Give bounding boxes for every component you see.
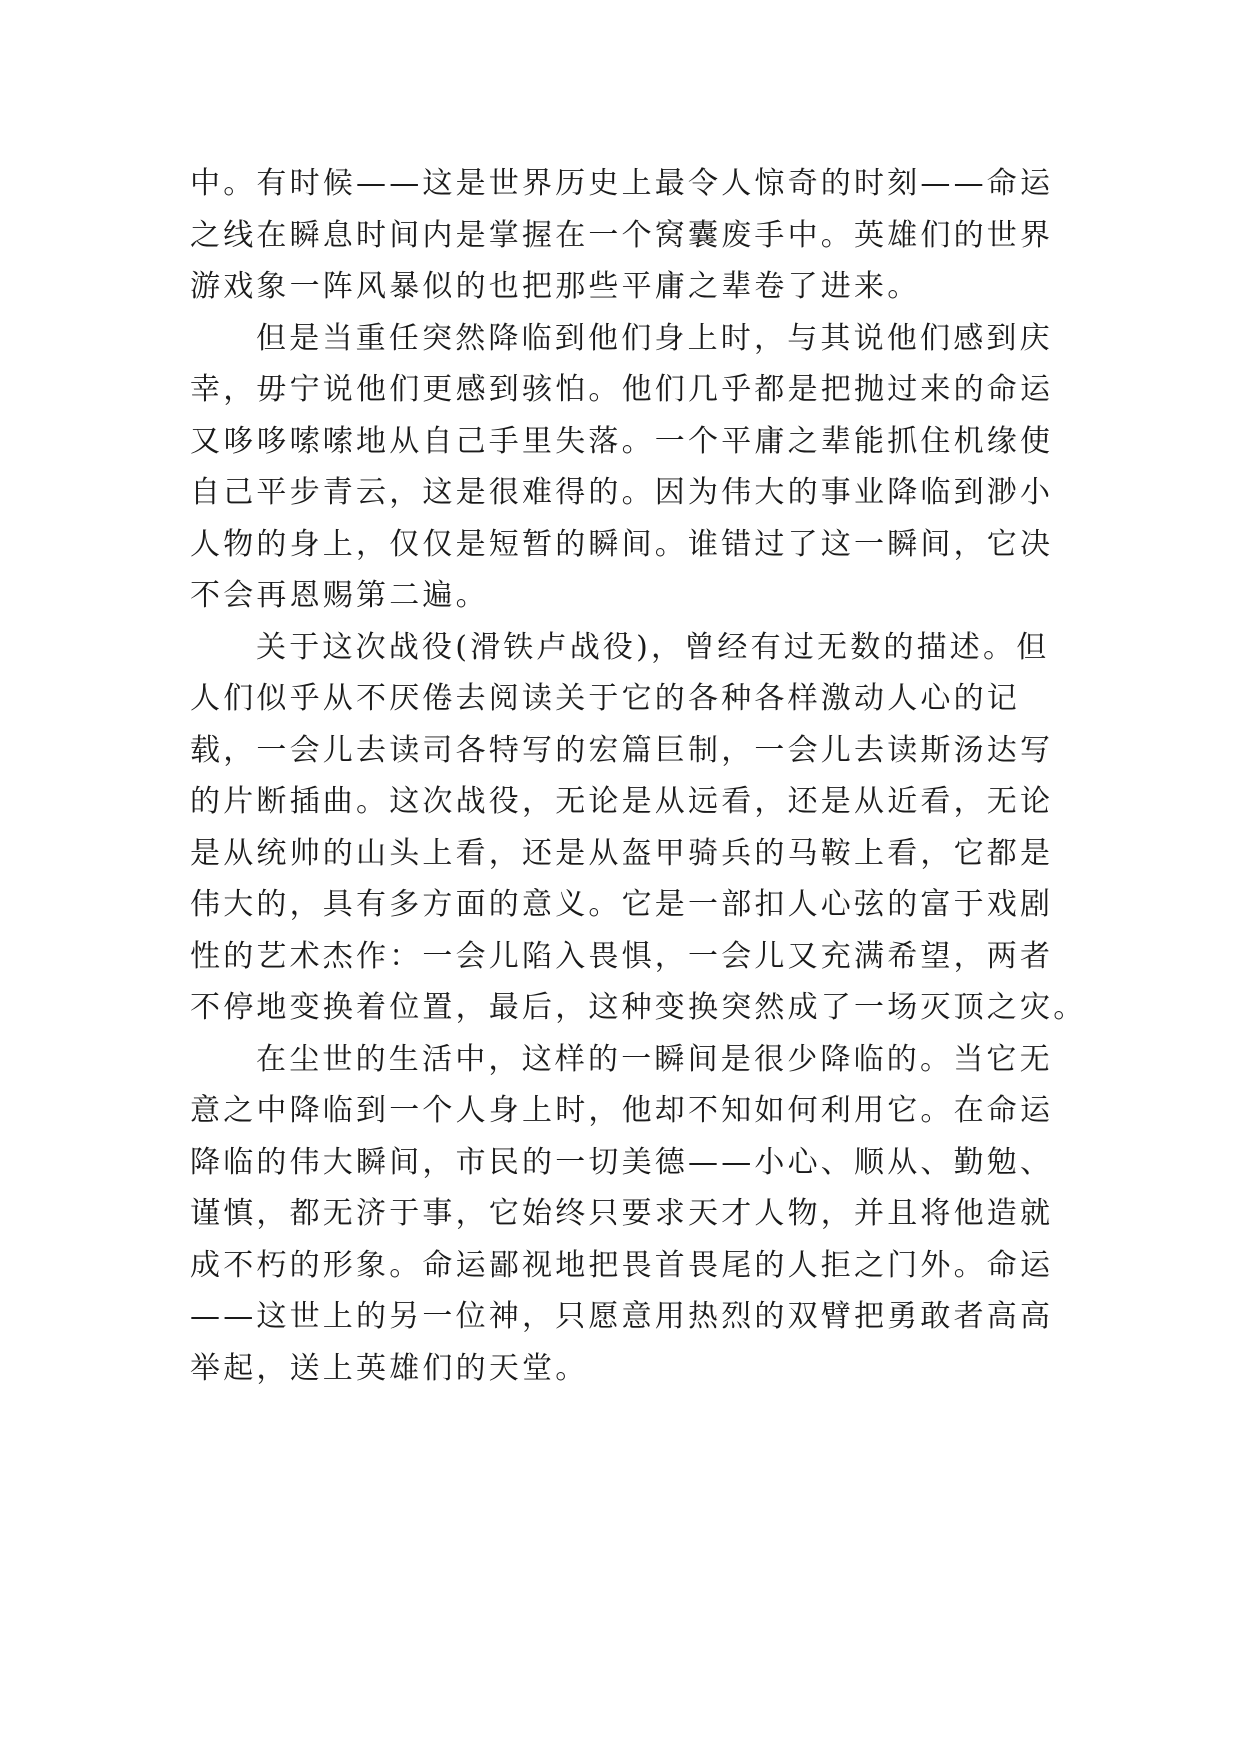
text-line: 人们似乎从不厌倦去阅读关于它的各种各样激动人心的记 xyxy=(190,681,1020,716)
text-line: ——这世上的另一位神，只愿意用热烈的双臂把勇敢者高高 xyxy=(190,1299,1054,1334)
text-line: 不停地变换着位置，最后，这种变换突然成了一场灭顶之灾。 xyxy=(190,990,1087,1025)
text-line: 伟大的，具有多方面的意义。它是一部扣人心弦的富于戏剧 xyxy=(190,887,1054,922)
text-line: 意之中降临到一个人身上时，他却不知如何利用它。在命运 xyxy=(190,1093,1054,1128)
text-line: 举起，送上英雄们的天堂。 xyxy=(190,1350,589,1386)
text-line: 谨慎，都无济于事，它始终只要求天才人物，并且将他造就 xyxy=(190,1196,1054,1231)
text-line: 幸，毋宁说他们更感到骇怕。他们几乎都是把抛过来的命运 xyxy=(190,372,1054,407)
text-line: 自己平步青云，这是很难得的。因为伟大的事业降临到渺小 xyxy=(190,475,1054,510)
text-line: 降临的伟大瞬间，市民的一切美德——小心、顺从、勤勉、 xyxy=(190,1144,1054,1180)
text-line: 游戏象一阵风暴似的也把那些平庸之辈卷了进来。 xyxy=(190,269,921,304)
text-line: 是从统帅的山头上看，还是从盔甲骑兵的马鞍上看，它都是 xyxy=(190,835,1054,871)
text-line: 人物的身上，仅仅是短暂的瞬间。谁错过了这一瞬间，它决 xyxy=(190,526,1054,562)
text-line: 不会再恩赐第二遍。 xyxy=(190,578,489,613)
text-line: 性的艺术杰作：一会儿陷入畏惧，一会儿又充满希望，两者 xyxy=(190,938,1054,974)
paragraph-first-line: 关于这次战役(滑铁卢战役)，曾经有过无数的描述。但 xyxy=(256,629,1050,665)
text-line: 又哆哆嗦嗦地从自己手里失落。一个平庸之辈能抓住机缘使 xyxy=(190,423,1054,459)
text-line: 成不朽的形象。命运鄙视地把畏首畏尾的人拒之门外。命运 xyxy=(190,1247,1054,1283)
paragraph-first-line: 在尘世的生活中，这样的一瞬间是很少降临的。当它无 xyxy=(256,1041,1053,1077)
text-line: 的片断插曲。这次战役，无论是从远看，还是从近看，无论 xyxy=(190,784,1054,819)
body-text xyxy=(190,158,1087,1394)
text-line: 载，一会儿去读司各特写的宏篇巨制，一会儿去读斯汤达写 xyxy=(190,732,1054,768)
text-line: 中。有时候——这是世界历史上最令人惊奇的时刻——命运 xyxy=(190,166,1054,201)
paragraph-first-line: 但是当重任突然降临到他们身上时，与其说他们感到庆 xyxy=(256,320,1053,356)
text-line: 之线在瞬息时间内是掌握在一个窝囊废手中。英雄们的世界 xyxy=(190,217,1054,253)
